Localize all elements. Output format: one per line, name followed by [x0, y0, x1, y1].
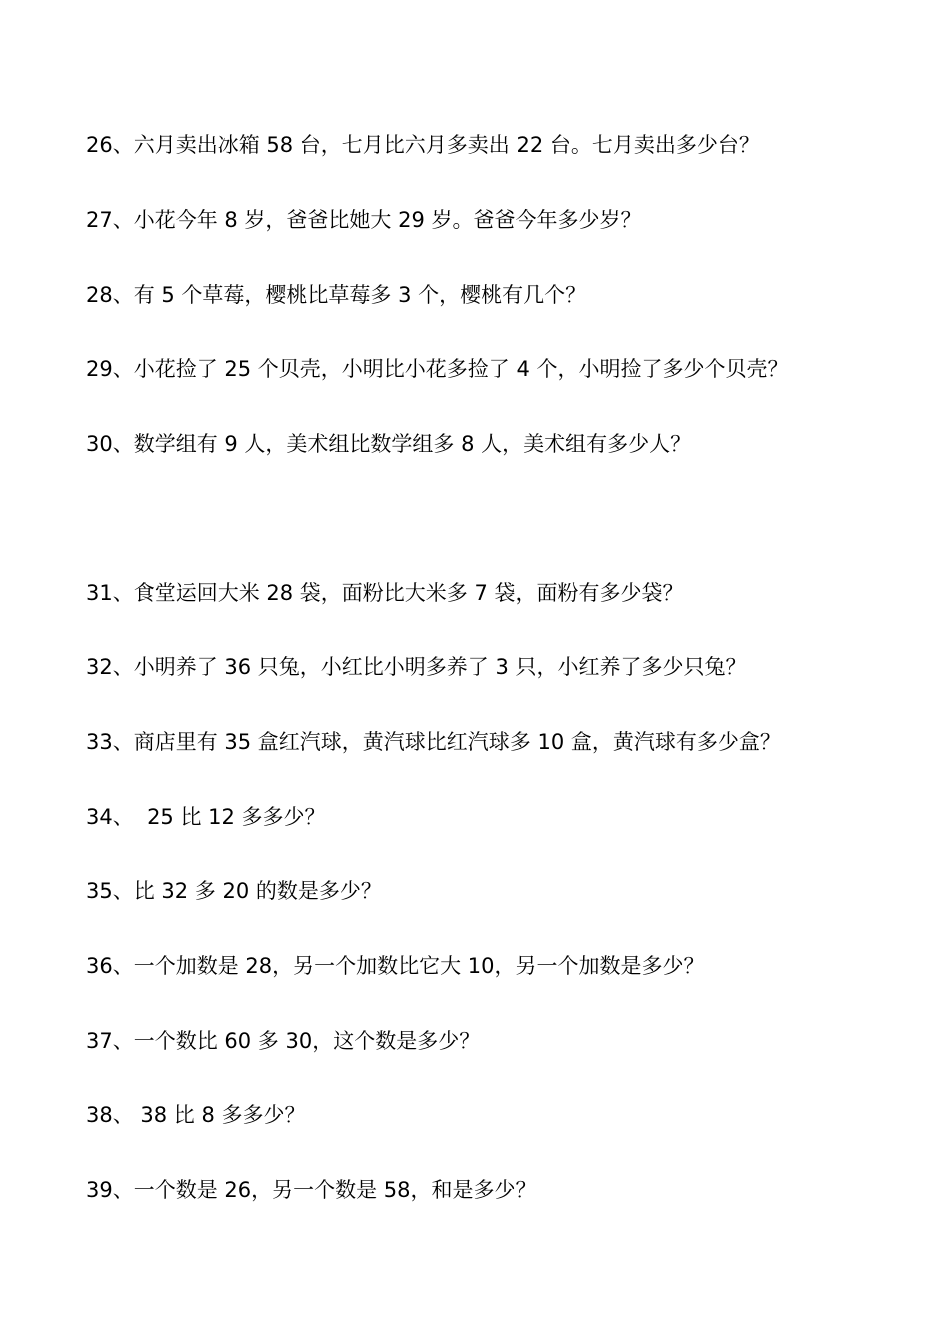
- question-35: 35、比 32 多 20 的数是多少？: [86, 879, 382, 903]
- question-29: 29、小花捡了 25 个贝壳，小明比小花多捡了 4 个，小明捡了多少个贝壳？: [86, 357, 789, 381]
- question-28: 28、有 5 个草莓，樱桃比草莓多 3 个，樱桃有几个？: [86, 283, 587, 307]
- question-32: 32、小明养了 36 只兔，小红比小明多养了 3 只，小红养了多少只兔？: [86, 655, 747, 679]
- question-26: 26、六月卖出冰箱 58 台，七月比六月多卖出 22 台。七月卖出多少台？: [86, 133, 760, 157]
- question-27: 27、小花今年 8 岁，爸爸比她大 29 岁。爸爸今年多少岁？: [86, 208, 642, 232]
- question-30: 30、数学组有 9 人，美术组比数学组多 8 人，美术组有多少人？: [86, 432, 692, 456]
- question-38: 38、 38 比 8 多多少？: [86, 1103, 306, 1127]
- question-33: 33、商店里有 35 盒红汽球，黄汽球比红汽球多 10 盒，黄汽球有多少盒？: [86, 730, 781, 754]
- question-37: 37、一个数比 60 多 30，这个数是多少？: [86, 1029, 481, 1053]
- question-39: 39、一个数是 26，另一个数是 58，和是多少？: [86, 1178, 537, 1202]
- question-31: 31、食堂运回大米 28 袋，面粉比大米多 7 袋，面粉有多少袋？: [86, 581, 684, 605]
- question-36: 36、一个加数是 28，另一个加数比它大 10，另一个加数是多少？: [86, 954, 705, 978]
- question-34: 34、 25 比 12 多多少？: [86, 805, 326, 829]
